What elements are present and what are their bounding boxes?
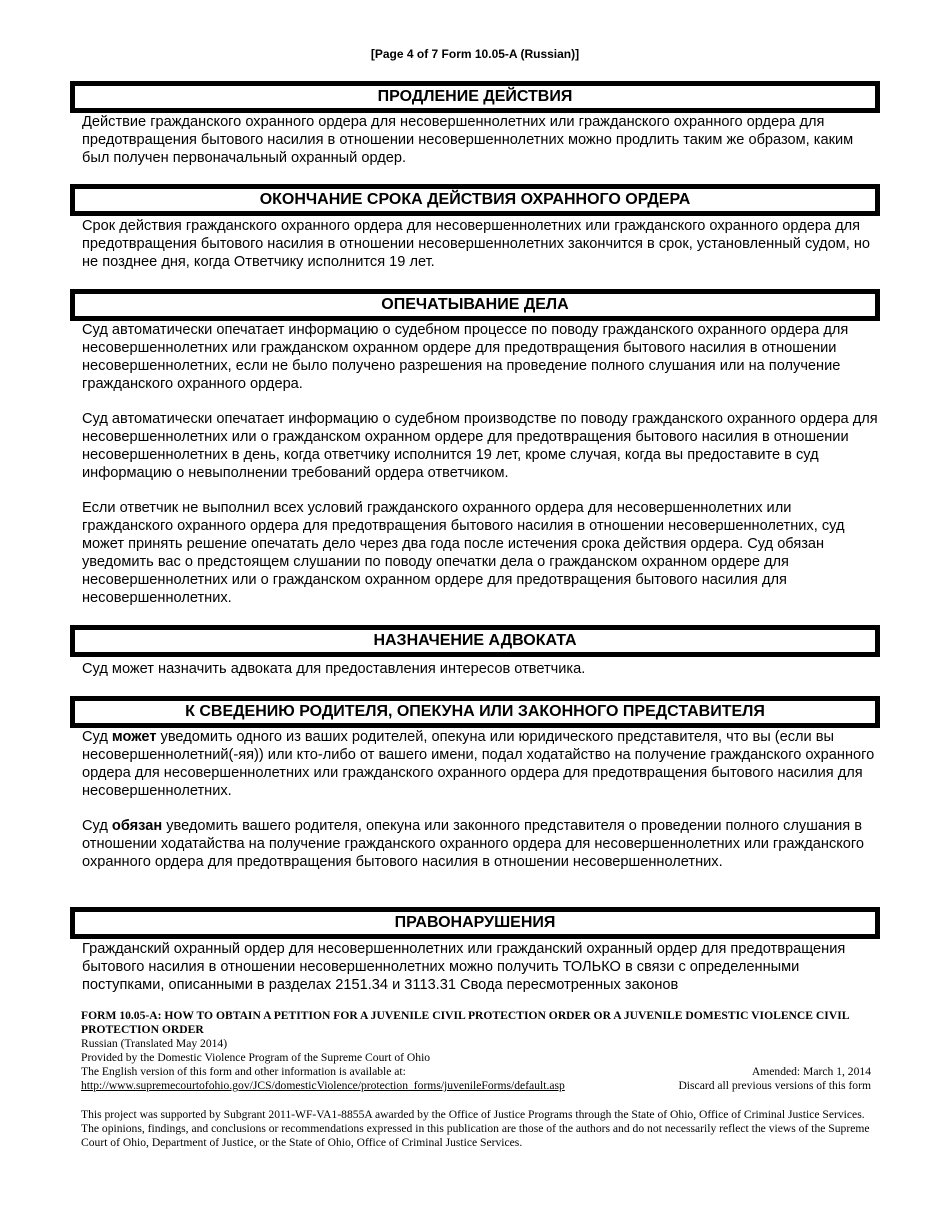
section-title-sealing: ОПЕЧАТЫВАНИЕ ДЕЛА [70, 289, 880, 321]
footer-english-version-line: The English version of this form and other information is available at: [81, 1065, 406, 1078]
p2-bold-word: обязан [111, 818, 163, 834]
parent-notice-paragraph-2 [82, 817, 882, 871]
expiration-paragraph: Срок действия гражданского охранного ордера для несовершеннолетних или гражданского охранного ордера для предотвращения бытового насилия в отношении несовершеннолетних закончится в срок, установленный судом, но не позднее дня, когда Ответчику исполнится 19 лет. [82, 218, 871, 270]
sealing-paragraph-2: Суд автоматически опечатает информацию о судебном производстве по поводу гражданского охранного ордера для несовершеннолетних или о гражданском охранном ордере для предотвращения бытового насилия в отношении несовершеннолетних в день, когда ответчику исполнится 19 лет, кроме случая, когда вы предоставите в суд информацию о невыполнении требований ордера ответчиком. [82, 411, 878, 481]
section-title-attorney: НАЗНАЧЕНИЕ АДВОКАТА [70, 625, 880, 657]
p1-bold-word: может [111, 729, 157, 745]
page-header: [Page 4 of 7 Form 10.05-A (Russian)] [370, 47, 580, 61]
footer-form-title: FORM 10.05-A: HOW TO OBTAIN A PETITION FOR A JUVENILE CIVIL PROTECTION ORDER OR A JUVENILE DOMESTIC VIOLENCE CIVIL PROTECTION ORDER [81, 1009, 849, 1036]
footer-amended-date: Amended: March 1, 2014 [751, 1065, 871, 1078]
sealing-paragraph-3: Если ответчик не выполнил всех условий гражданского охранного ордера для несовершеннолетних или гражданского охранного ордера для предотвращения бытового насилия в отношении несовершеннолетних, суд может принять решение опечатать дело через два года после истечения срока действия ордера. Суд обязан уведомить вас о предстоящем слушании по поводу опечатки дела о гражданском охранном ордере для несовершеннолетних или о гражданском охранном ордере для предотвращения бытового насилия для несовершеннолетних. [82, 500, 845, 606]
offenses-paragraph: Гражданский охранный ордер для несовершеннолетних или гражданский охранный ордер для предотвращения бытового насилия в отношении несовершеннолетних можно получить ТОЛЬКО в связи с определенными поступками, описанными в разделах 2151.34 и 3113.31 Свода пересмотренных законов [82, 941, 846, 993]
p1-rest: уведомить одного из ваших родителей, опекуна или юридического представителя, что вы (если вы несовершеннолетний(-яя)) или кто-либо от вашего имени, подал ходатайство на получение гражданского охранного ордера для несовершеннолетних или гражданского охранного ордера для предотвращения бытового насилия для несовершеннолетних. [82, 729, 875, 799]
footer-discard-notice: Discard all previous versions of this form [678, 1079, 871, 1092]
attorney-paragraph: Суд может назначить адвоката для предоставления интересов ответчика. [82, 661, 586, 677]
footer-row-url [81, 1079, 871, 1093]
footer-row-english [81, 1065, 871, 1079]
footer-language-line: Russian (Translated May 2014) [81, 1037, 228, 1050]
parent-notice-paragraph-1 [82, 728, 882, 800]
p2-lead: Суд [82, 818, 112, 834]
p1-lead: Суд [82, 729, 112, 745]
footer-provider-line: Provided by the Domestic Violence Program of the Supreme Court of Ohio [81, 1051, 431, 1064]
section-title-expiration: ОКОНЧАНИЕ СРОКА ДЕЙСТВИЯ ОХРАННОГО ОРДЕРА [70, 184, 880, 216]
form-footer [81, 1009, 871, 1093]
footer-url-link[interactable]: http://www.supremecourtofohio.gov/JCS/domesticViolence/protection_forms/juvenileForms/default.asp [81, 1079, 565, 1092]
sealing-paragraph-1: Суд автоматически опечатает информацию о судебном процессе по поводу гражданского охранного ордера для несовершеннолетних или гражданском охранном ордере для предотвращения бытового насилия в отношении несовершеннолетних, если не было получено разрешения на проведение полного слушания или на получение гражданского охранного ордера. [82, 322, 849, 392]
p2-rest: уведомить вашего родителя, опекуна или законного представителя о проведении полного слушания в отношении ходатайства на получение гражданского охранного ордера для несовершеннолетних или гражданского охранного ордера для предотвращения бытового насилия в отношении несовершеннолетних. [82, 818, 865, 870]
support-note: This project was supported by Subgrant 2011-WF-VA1-8855A awarded by the Office of Justice Programs through the State of Ohio, Office of Criminal Justice Services. The opinions, findings, and conclusions or recommendations expressed in this publication are those of the authors and do not necessarily reflect the views of the Supreme Court of Ohio, Department of Justice, or the State of Ohio, Office of Criminal Justice Services. [81, 1108, 870, 1149]
section-title-extension: ПРОДЛЕНИЕ ДЕЙСТВИЯ [70, 81, 880, 113]
section-title-parent-notice: К СВЕДЕНИЮ РОДИТЕЛЯ, ОПЕКУНА ИЛИ ЗАКОННОГО ПРЕДСТАВИТЕЛЯ [70, 696, 880, 728]
section-title-offenses: ПРАВОНАРУШЕНИЯ [70, 907, 880, 939]
extension-paragraph: Действие гражданского охранного ордера для несовершеннолетних или гражданского охранного ордера для предотвращения бытового насилия в отношении несовершеннолетних можно продлить таким же образом, каким был получен первоначальный охранный ордер. [82, 114, 854, 166]
